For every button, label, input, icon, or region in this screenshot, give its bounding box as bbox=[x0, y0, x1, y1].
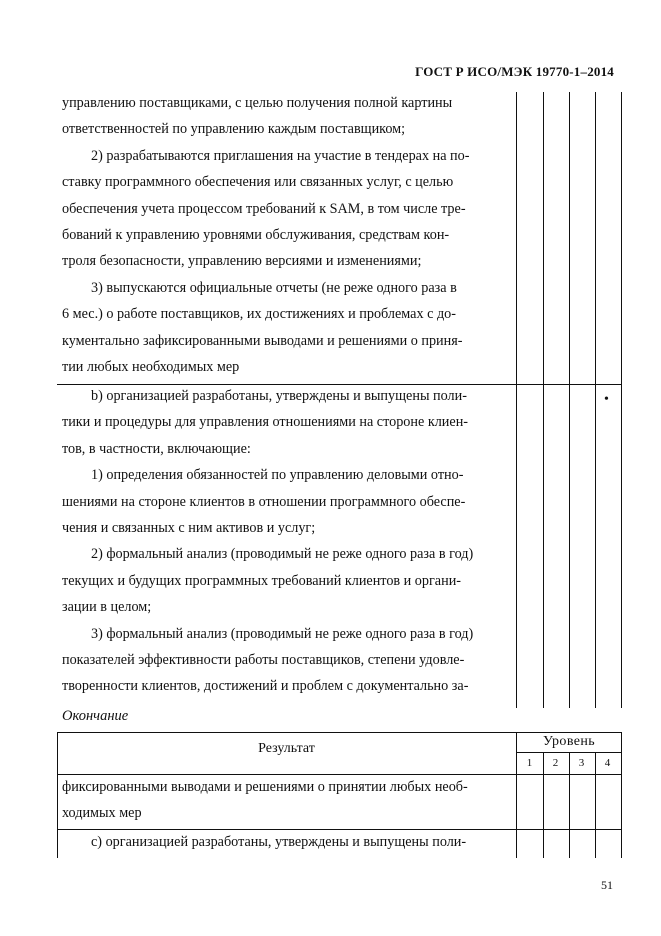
text-line: показателей эффективности работы поставщиков, степени удовле- bbox=[62, 652, 465, 669]
text-line: управлению поставщиками, с целью получения полной картины bbox=[62, 95, 453, 111]
level-number-1: 1 bbox=[526, 757, 533, 769]
header-result: Результат bbox=[258, 741, 315, 756]
text-line: шениями на стороне клиентов в отношении программного обеспе- bbox=[62, 493, 466, 510]
header-level: Уровень bbox=[542, 734, 596, 749]
table-right-border bbox=[621, 732, 622, 858]
text-line: 3) выпускаются официальные отчеты (не реже одного раза в bbox=[91, 279, 457, 296]
text-line: ответственностей по управлению каждым поставщиком; bbox=[62, 121, 406, 138]
level-number-3: 3 bbox=[578, 757, 585, 769]
table-top-border bbox=[57, 732, 622, 733]
cell-row-1 bbox=[62, 774, 516, 827]
cell-block-b bbox=[62, 383, 516, 700]
text-line: ставку программного обеспечения или связанных услуг, с целью bbox=[62, 174, 454, 191]
col-divider bbox=[543, 92, 544, 708]
text-line: текущих и будущих программных требований клиентов и органи- bbox=[62, 572, 462, 589]
col-divider bbox=[595, 92, 596, 708]
level-4-marker: • bbox=[604, 392, 609, 407]
col-divider bbox=[516, 732, 517, 858]
text-line: фиксированными выводами и решениями о принятии любых необ- bbox=[62, 779, 468, 795]
continuation-label: Окончание bbox=[62, 708, 129, 724]
text-line: тов, в частности, включающие: bbox=[62, 440, 251, 457]
text-line: тии любых необходимых мер bbox=[62, 359, 240, 376]
cell-row-2 bbox=[62, 829, 516, 855]
text-line: троля безопасности, управлению версиями и изменениями; bbox=[62, 253, 422, 270]
text-line: 2) формальный анализ (проводимый не реже одного раза в год) bbox=[91, 546, 474, 563]
col-divider bbox=[516, 92, 517, 708]
text-line: 3) формальный анализ (проводимый не реже одного раза в год) bbox=[91, 625, 474, 642]
level-number-2: 2 bbox=[552, 757, 559, 769]
text-line: бований к управлению уровнями обслуживания, средствам кон- bbox=[62, 227, 450, 244]
text-line: 6 мес.) о работе поставщиков, их достижениях и проблемах с до- bbox=[62, 306, 456, 323]
col-divider bbox=[569, 92, 570, 708]
text-line: обеспечения учета процессом требований к SAM, в том числе тре- bbox=[62, 200, 466, 217]
text-line: b) организацией разработаны, утверждены и выпущены поли- bbox=[91, 388, 467, 404]
cell-block-a bbox=[62, 90, 516, 380]
text-line: ходимых мер bbox=[62, 805, 142, 822]
text-line: творенности клиентов, достижений и проблем с документально за- bbox=[62, 678, 469, 695]
text-line: кументально зафиксированными выводами и решениями о приня- bbox=[62, 332, 463, 349]
page-number: 51 bbox=[601, 878, 613, 892]
text-line: c) организацией разработаны, утверждены и выпущены поли- bbox=[91, 834, 467, 850]
level-number-4: 4 bbox=[604, 757, 611, 769]
text-line: 2) разрабатываются приглашения на участие в тендерах на по- bbox=[91, 147, 470, 164]
text-line: чения и связанных с ним активов и услуг; bbox=[62, 520, 316, 537]
col-divider bbox=[621, 92, 622, 708]
text-line: тики и процедуры для управления отношениями на стороне клиен- bbox=[62, 414, 469, 431]
text-line: 1) определения обязанностей по управлению деловыми отно- bbox=[91, 467, 464, 484]
text-line: зации в целом; bbox=[62, 599, 152, 616]
document-header: ГОСТ Р ИСО/МЭК 19770-1–2014 bbox=[415, 64, 614, 79]
